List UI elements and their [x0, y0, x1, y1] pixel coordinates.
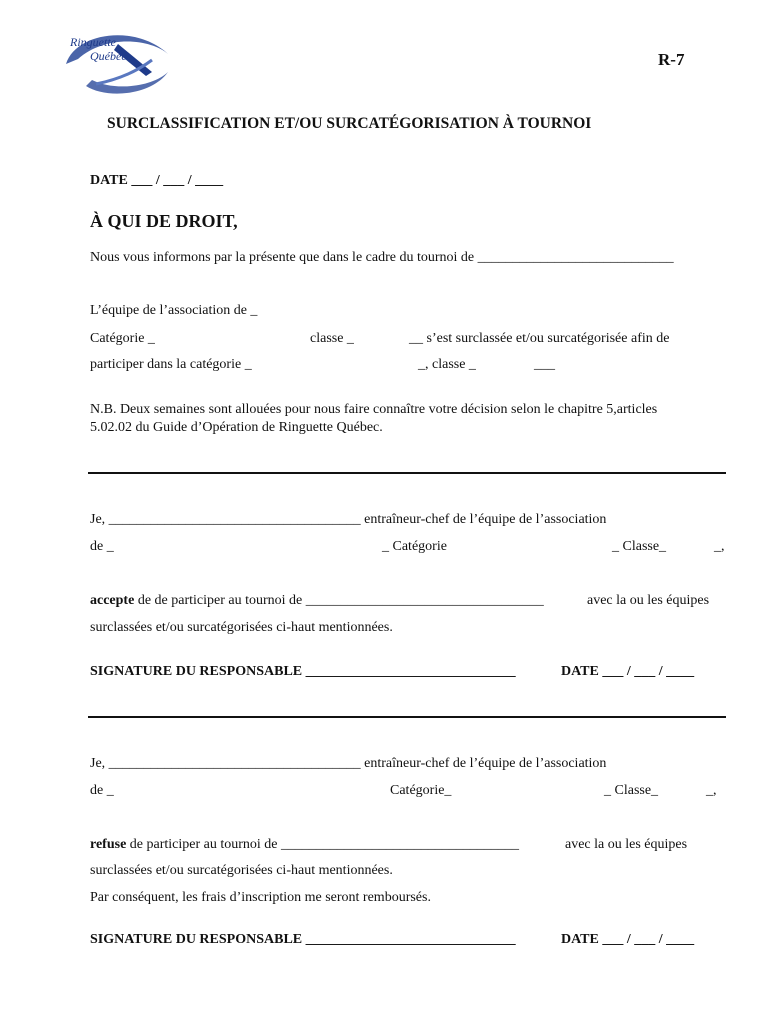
accept-end: _, [714, 539, 725, 554]
accept-avec: avec la ou les équipes [587, 593, 710, 608]
surclasse-text: __ s’est surclassée et/ou surcatégorisée afin de [409, 331, 670, 346]
accept-categorie: _ Catégorie [382, 539, 447, 554]
page-title: SURCLASSIFICATION ET/OU SURCATÉGORISATION À TOURNOI [107, 115, 592, 132]
salutation: À QUI DE DROIT, [90, 211, 238, 231]
categorie-label: Catégorie _ [90, 331, 155, 346]
accept-signature: SIGNATURE DU RESPONSABLE ______________________________ [90, 664, 516, 679]
accept-surclassees: surclassées et/ou surcatégorisées ci-haut mentionnées. [90, 620, 393, 635]
refuse-je-line: Je, ____________________________________ entraîneur-chef de l’équipe de l’association [90, 756, 607, 771]
refuse-consequent: Par conséquent, les frais d’inscription me seront remboursés. [90, 890, 431, 905]
intro-text: Nous vous informons par la présente que dans le cadre du tournoi de ____________________________ [90, 250, 674, 265]
refuse-avec: avec la ou les équipes [565, 837, 688, 852]
form-code: R-7 [658, 50, 685, 69]
accept-classe: _ Classe_ [612, 539, 667, 554]
divider-1 [88, 472, 726, 474]
refuse-surclassees: surclassées et/ou surcatégorisées ci-haut mentionnées. [90, 863, 393, 878]
refuse-categorie: Catégorie_ [390, 783, 452, 798]
nb-line2: 5.02.02 du Guide d’Opération de Ringuette Québec. [90, 420, 383, 435]
date-line: DATE ___ / ___ / ____ [90, 173, 224, 188]
refuse-end: _, [706, 783, 717, 798]
participer-text: participer dans la catégorie _ [90, 357, 252, 372]
nb-line1: N.B. Deux semaines sont allouées pour nous faire connaître votre décision selon le chapitre 5,articles [90, 402, 658, 417]
logo-text-line2: Québec [90, 49, 127, 63]
ringuette-quebec-logo [56, 24, 174, 104]
accept-je-line: Je, ____________________________________ entraîneur-chef de l’équipe de l’association [90, 512, 607, 527]
accept-de: de _ [90, 539, 114, 554]
classe2-text: _, classe _ [418, 357, 476, 372]
accept-participer: de de participer au tournoi de __________________________________ [137, 593, 544, 608]
refuse-date: DATE ___ / ___ / ____ [561, 932, 695, 947]
classe2-blank: ___ [534, 357, 555, 372]
refuse-de: de _ [90, 783, 114, 798]
logo-text-line1: Ringuette [70, 35, 116, 49]
refuse-verb: refuse [90, 837, 127, 852]
classe-label: classe _ [310, 331, 354, 346]
refuse-classe: _ Classe_ [604, 783, 659, 798]
refuse-participer: de participer au tournoi de __________________________________ [129, 837, 520, 852]
team-association-text: L’équipe de l’association de _ [90, 303, 258, 318]
refuse-signature: SIGNATURE DU RESPONSABLE ______________________________ [90, 932, 516, 947]
accept-verb: accepte [90, 593, 135, 608]
divider-2 [88, 716, 726, 718]
accept-date: DATE ___ / ___ / ____ [561, 664, 695, 679]
